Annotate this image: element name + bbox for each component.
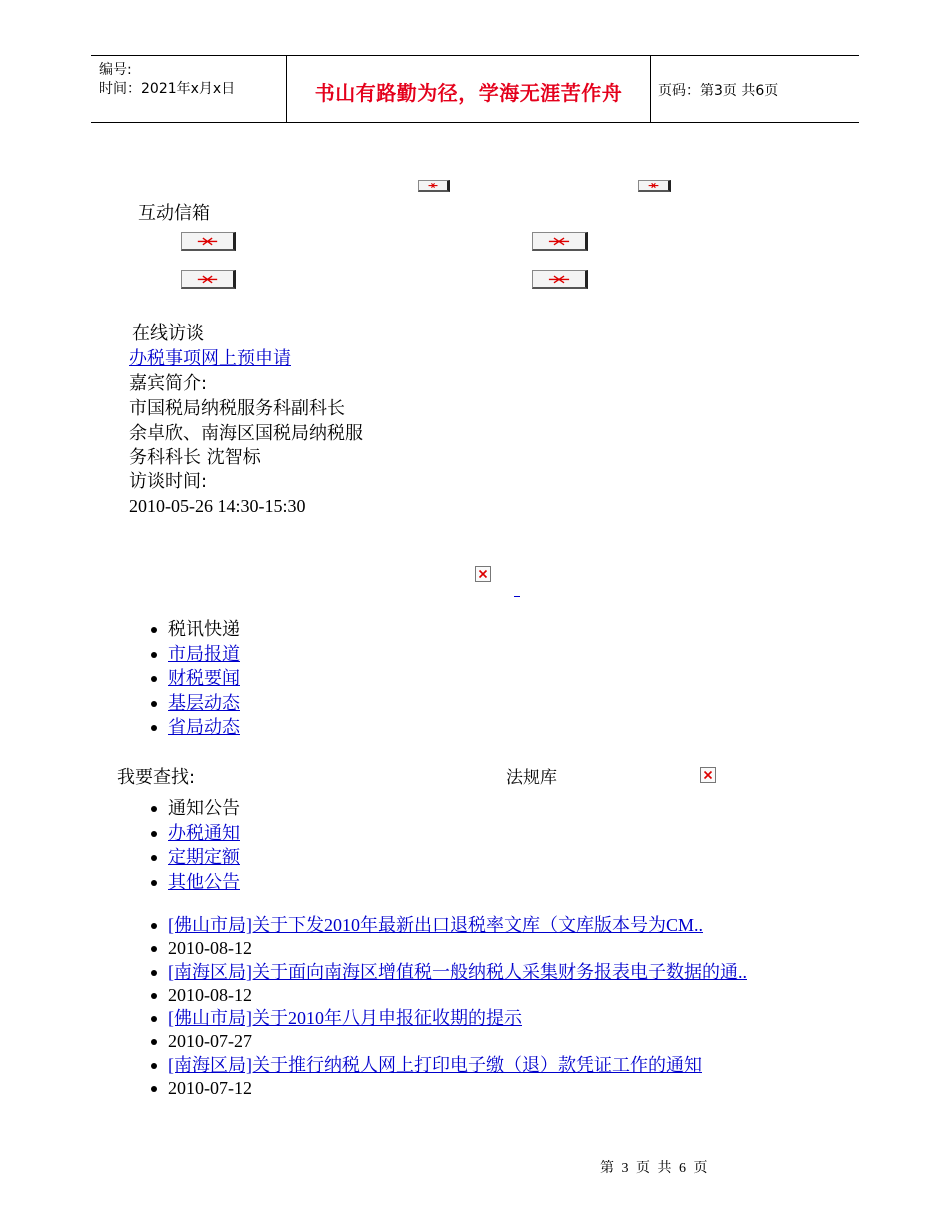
broken-image-icon xyxy=(418,180,450,192)
broken-image-icon[interactable] xyxy=(700,767,716,783)
notice-date: 2010-07-27 xyxy=(168,1031,252,1052)
list-item[interactable] xyxy=(168,716,240,741)
news-nav-link[interactable]: 市局报道 xyxy=(168,643,240,665)
search-select[interactable]: 法规库 xyxy=(506,768,557,787)
list-item[interactable] xyxy=(168,1007,747,1030)
notice-link[interactable]: [佛山市局]关于2010年八月申报征收期的提示 xyxy=(168,1008,522,1029)
list-item[interactable] xyxy=(168,961,747,984)
news-nav-link[interactable]: 基层动态 xyxy=(168,692,240,714)
interview-time-label: 访谈时间: xyxy=(129,471,208,492)
time-label: 时间：2021年x月x日 xyxy=(99,81,236,97)
notice-date: 2010-08-12 xyxy=(168,938,252,959)
document-header xyxy=(91,55,859,123)
guest-line: 市国税局纳税服务科副科长 xyxy=(129,398,345,419)
interview-link[interactable]: 办税事项网上预申请 xyxy=(129,348,291,369)
page-info: 页码：第3页 共6页 xyxy=(658,83,779,99)
serial-label: 编号: xyxy=(99,62,132,78)
broken-image-icon[interactable] xyxy=(532,270,588,289)
image-link-underline[interactable] xyxy=(514,596,520,597)
list-item xyxy=(168,1030,747,1053)
list-item[interactable] xyxy=(168,667,240,692)
interview-title: 在线访谈 xyxy=(132,323,204,344)
header-meta-cell xyxy=(91,56,286,122)
header-motto-cell xyxy=(286,56,651,122)
list-item xyxy=(168,937,747,960)
motto: 书山有路勤为径，学海无涯苦作舟 xyxy=(314,81,623,105)
news-nav-link[interactable]: 财税要闻 xyxy=(168,668,240,690)
page-footer: 第 3 页 共 6 页 xyxy=(600,1161,710,1176)
list-item xyxy=(168,984,747,1007)
list-item[interactable] xyxy=(168,846,240,871)
interview-time-value: 2010-05-26 14:30-15:30 xyxy=(129,496,306,516)
notice-date: 2010-07-12 xyxy=(168,1078,252,1099)
broken-image-icon[interactable] xyxy=(181,270,236,289)
header-page-cell xyxy=(650,56,859,122)
notice-link[interactable]: [佛山市局]关于下发2010年最新出口退税率文库（文库版本号为CM.. xyxy=(168,915,703,935)
guest-label: 嘉宾简介: xyxy=(129,373,208,394)
list-item[interactable] xyxy=(168,692,240,717)
notice-list xyxy=(168,914,747,1100)
broken-image-icon[interactable] xyxy=(532,232,588,251)
notice-nav-list xyxy=(168,797,240,895)
notice-date: 2010-08-12 xyxy=(168,984,252,1005)
notice-nav-link[interactable]: 定期定额 xyxy=(168,847,240,869)
list-item[interactable] xyxy=(168,914,747,937)
list-item[interactable] xyxy=(168,822,240,847)
search-label: 我要查找: xyxy=(117,767,196,788)
list-item xyxy=(168,797,240,822)
mailbox-title: 互动信箱 xyxy=(138,203,210,224)
news-nav-list xyxy=(168,618,240,741)
list-item[interactable] xyxy=(168,871,240,896)
notice-nav-item: 通知公告 xyxy=(168,798,240,819)
notice-nav-link[interactable]: 办税通知 xyxy=(168,822,240,844)
broken-image-icon[interactable] xyxy=(475,566,491,582)
news-nav-item: 税讯快递 xyxy=(168,619,240,640)
guest-line: 务科科长 沈智标 xyxy=(129,447,261,468)
news-nav-link[interactable]: 省局动态 xyxy=(168,717,240,739)
broken-image-icon xyxy=(638,180,671,192)
notice-link[interactable]: [南海区局]关于推行纳税人网上打印电子缴（退）款凭证工作的通知 xyxy=(168,1054,702,1075)
list-item[interactable] xyxy=(168,643,240,668)
guest-line: 余卓欣、南海区国税局纳税服 xyxy=(129,423,363,444)
notice-nav-link[interactable]: 其他公告 xyxy=(168,871,240,893)
notice-link[interactable]: [南海区局]关于面向南海区增值税一般纳税人采集财务报表电子数据的通.. xyxy=(168,961,747,982)
list-item xyxy=(168,618,240,643)
list-item xyxy=(168,1077,747,1100)
broken-image-icon[interactable] xyxy=(181,232,236,251)
list-item[interactable] xyxy=(168,1054,747,1077)
